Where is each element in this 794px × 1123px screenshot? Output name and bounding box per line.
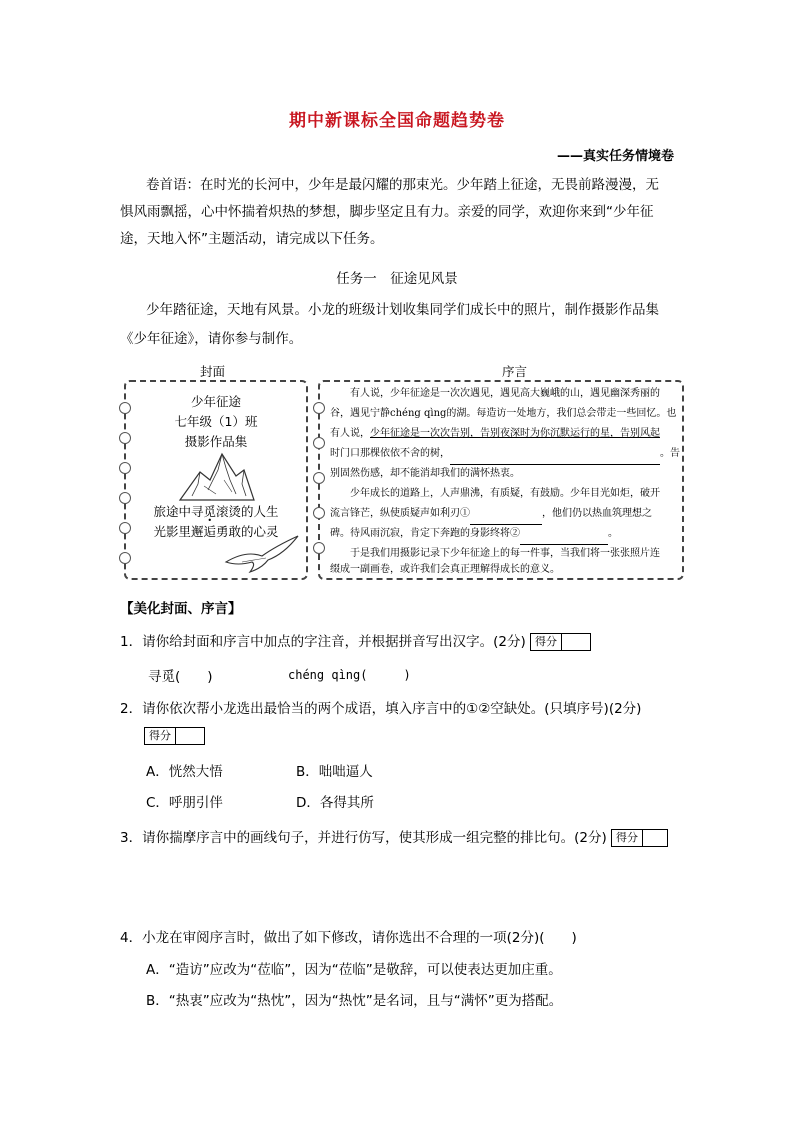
spiral-ring-icon xyxy=(313,402,325,414)
task1-heading: 任务一 征途见风景 xyxy=(336,271,458,287)
cover-line-3: 摄影作品集 xyxy=(184,434,248,449)
cover-box xyxy=(124,380,308,580)
preface-line-4: 时门口那棵依依不舍的树， 。告 xyxy=(330,444,674,465)
question-1-text: 1．请你给封面和序言中加点的字注音，并根据拼音写出汉字。(2分) xyxy=(120,634,526,650)
task1-line-1: 少年踏征途，天地有风景。小龙的班级计划收集同学们成长中的照片，制作摄影作品集 xyxy=(146,302,659,318)
preface-line-10: 缀成一副画卷，或许我们会真正理解得成长的意义。 xyxy=(330,564,560,575)
question-3 xyxy=(120,826,668,847)
preface-line-3: 有人说，少年征途是一次次告别，告别夜深时为你沉默运行的星，告别风起 xyxy=(330,428,660,439)
preface-line-9: 于是我们用摄影记录下少年征途上的每一件事，当我们将一张张照片连 xyxy=(350,548,660,559)
score-box[interactable]: 得分 xyxy=(530,633,591,651)
q2-option-c[interactable]: C．呼朋引伴 xyxy=(146,795,223,811)
preface-box xyxy=(318,380,684,580)
intro-line-1: 卷首语：在时光的长河中，少年是最闪耀的那束光。少年踏上征途，无畏前路漫漫，无 xyxy=(146,177,659,193)
spiral-ring-icon xyxy=(313,472,325,484)
q2-option-b[interactable]: B．咄咄逼人 xyxy=(296,764,373,780)
preface-line-8: 碑。待风雨沉寂，肯定下奔跑的身影终将② 。 xyxy=(330,524,674,545)
cover-line-5: 光影里邂逅勇敢的心灵 xyxy=(153,524,279,539)
underlined-sentence: 少年征途是一次次告别，告别夜深时为你沉默运行的星，告别风起 xyxy=(370,428,660,439)
cover-preface-figure xyxy=(124,380,684,580)
preface-label: 序言 xyxy=(502,364,528,379)
preface-line-6: 少年成长的道路上，人声鼎沸，有质疑，有鼓励。少年目光如炬，破开 xyxy=(350,488,660,499)
cover-line-4: 旅途中寻觅滚烫的人生 xyxy=(153,504,279,519)
bird-icon xyxy=(222,532,302,576)
spiral-ring-icon xyxy=(313,437,325,449)
score-box[interactable]: 得分 xyxy=(144,727,205,745)
intro-line-3: 途，天地入怀”主题活动，请完成以下任务。 xyxy=(120,231,384,247)
spiral-ring-icon xyxy=(313,507,325,519)
task1-line-2: 《少年征途》，请你参与制作。 xyxy=(120,331,303,347)
mountain-icon xyxy=(178,450,256,502)
question-2-text: 2．请你依次帮小龙选出最恰当的两个成语，填入序言中的①②空缺处。(只填序号)(2分) xyxy=(120,701,642,717)
dotted-char-mi: 觅 xyxy=(203,504,216,519)
cover-line-1: 少年征途 xyxy=(190,394,241,409)
page-subtitle: ——真实任务情境卷 xyxy=(556,149,674,164)
question-4-text: 4．小龙在审阅序言时，做出了如下修改，请你选出不合理的一项(2分)( ) xyxy=(120,930,577,946)
preface-line-1: 有人说，少年征途是一次次遇见，遇见高大巍峨的山，遇见幽深秀丽的 xyxy=(350,388,660,399)
q1-answer-2: chéng qìng( ) xyxy=(288,668,411,682)
question-1 xyxy=(120,630,591,651)
section-heading: 【美化封面、序言】 xyxy=(120,601,242,617)
preface-line-7: 流言锋芒，纵使质疑声如利刃① ，他们仍以热血筑理想之 xyxy=(330,504,674,525)
page-title: 期中新课标全国命题趋势卷 xyxy=(289,111,505,131)
q2-score xyxy=(144,727,205,745)
intro-line-2: 惧风雨飘摇，心中怀揣着炽热的梦想，脚步坚定且有力。亲爱的同学，欢迎你来到“少年征 xyxy=(120,204,654,220)
q1-answer-1: 寻觅( ) xyxy=(148,669,213,685)
cover-line-2: 七年级（1）班 xyxy=(174,414,258,429)
spiral-ring-icon xyxy=(313,542,325,554)
blank-2[interactable] xyxy=(520,532,608,545)
q2-option-a[interactable]: A．恍然大悟 xyxy=(146,764,223,780)
preface-line-2: 谷，遇见宁静chéng qìng的湖。每造访一处地方，我们总会带走一些回忆。也 xyxy=(330,408,677,419)
q2-option-d[interactable]: D．各得其所 xyxy=(296,795,374,811)
q4-option-b[interactable]: B．“热衷”应改为“热忱”，因为“热忱”是名词，且与“满怀”更为搭配。 xyxy=(146,993,563,1009)
imitation-blank[interactable] xyxy=(450,452,660,465)
question-3-text: 3．请你揣摩序言中的画线句子，并进行仿写，使其形成一组完整的排比句。(2分) xyxy=(120,830,607,846)
q4-option-a[interactable]: A．“造访”应改为“莅临”，因为“莅临”是敬辞，可以使表达更加庄重。 xyxy=(146,962,562,978)
cover-label: 封面 xyxy=(200,364,226,379)
score-box[interactable]: 得分 xyxy=(611,829,668,847)
spiral-ring-icon xyxy=(119,552,131,564)
preface-line-5: 别固然伤感，却不能消却我们的满怀热衷。 xyxy=(330,468,520,479)
spiral-ring-icon xyxy=(119,462,131,474)
blank-1[interactable] xyxy=(470,512,542,525)
